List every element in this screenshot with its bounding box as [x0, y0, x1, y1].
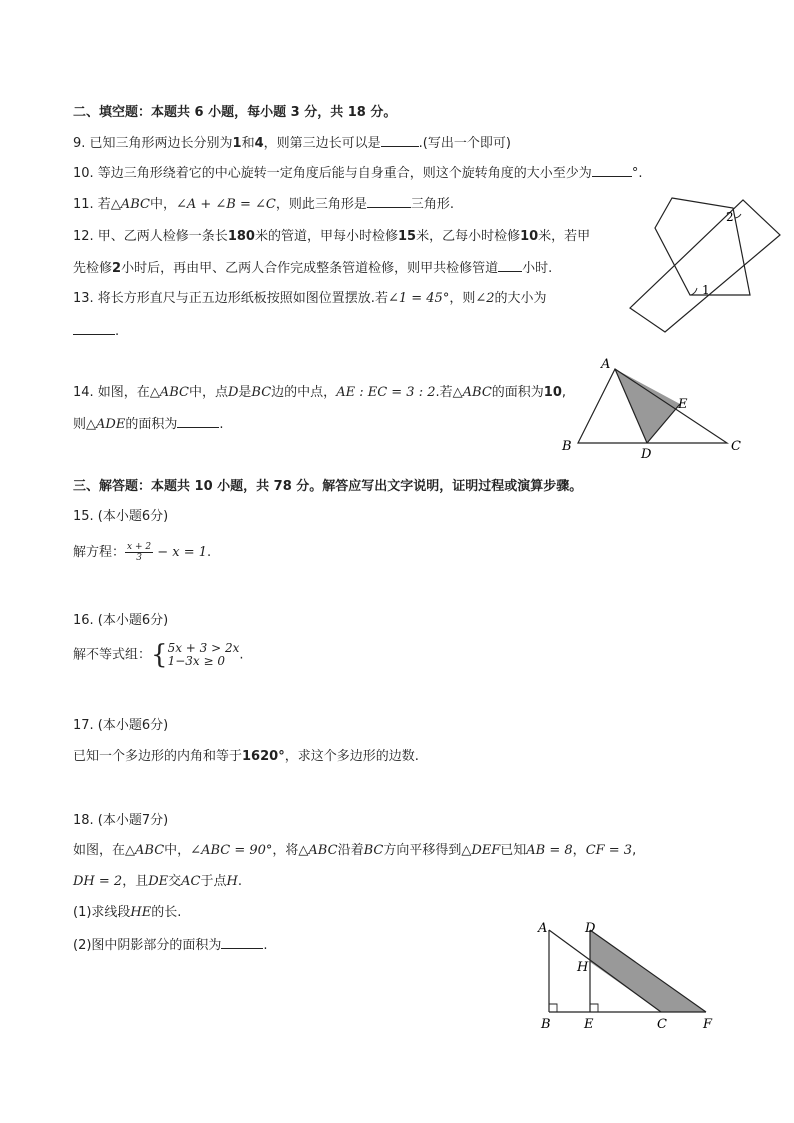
- brace: {: [151, 640, 168, 670]
- point-label-b: B: [562, 439, 572, 454]
- answer-blank[interactable]: [381, 134, 419, 147]
- pentagon: [655, 198, 750, 295]
- question-14-line-1: 14. 如图，在△ABC中，点D是BC边的中点，AE : EC = 3 : 2.若△ABC的面积为10,: [73, 385, 567, 400]
- ruler: [630, 200, 780, 332]
- point-label-f: F: [703, 1017, 713, 1032]
- question-16-body: 解不等式组：{ 5x + 3 > 2x 1−3x ≥ 0 .: [73, 640, 244, 670]
- angle-2-arc: [735, 214, 741, 218]
- answer-blank[interactable]: [221, 936, 263, 949]
- question-12-line-1: 12. 甲、乙两人检修一条长180米的管道，甲每小时检修15米，乙每小时检修10米，若甲: [73, 229, 591, 244]
- answer-blank[interactable]: [177, 415, 219, 428]
- figure-18-translated-triangles: [530, 918, 730, 1033]
- point-label-h: H: [577, 960, 589, 975]
- question-18-line-1: 如图，在△ABC中，∠ABC = 90°，将△ABC沿着BC方向平移得到△DEF已知AB = 8，CF = 3,: [73, 843, 637, 858]
- figure-14-triangle: [555, 355, 745, 465]
- answer-blank[interactable]: [367, 195, 411, 208]
- section-2-header: 二、填空题：本题共 6 小题，每小题 3 分，共 18 分。: [73, 105, 397, 120]
- question-12-line-2: 先检修2小时后，再由甲、乙两人合作完成整条管道检修，则甲共检修管道 小时.: [73, 261, 553, 276]
- angle-label-1: 1: [702, 283, 710, 297]
- point-label-d: D: [585, 921, 596, 936]
- right-angle-mark-e: [590, 1004, 598, 1012]
- point-label-e: E: [678, 397, 688, 412]
- question-11: 11. 若△ABC中，∠A + ∠B = ∠C，则此三角形是 三角形.: [73, 197, 455, 212]
- question-10: 10. 等边三角形绕着它的中心旋转一定角度后能与自身重合，则这个旋转角度的大小至少为 °.: [73, 166, 643, 181]
- point-label-c: C: [657, 1017, 667, 1032]
- question-18-part-2: (2)图中阴影部分的面积为 .: [73, 938, 268, 953]
- point-label-b: B: [541, 1017, 551, 1032]
- question-9: 9. 已知三角形两边长分别为1和4，则第三边长可以是 .(写出一个即可): [73, 136, 511, 151]
- question-18-title: 18. (本小题7分): [73, 813, 169, 828]
- question-15-title: 15. (本小题6分): [73, 509, 169, 524]
- question-18-line-2: DH = 2，且DE交AC于点H.: [73, 874, 242, 889]
- answer-blank[interactable]: [73, 322, 115, 335]
- point-label-c: C: [731, 439, 741, 454]
- question-17-body: 已知一个多边形的内角和等于1620°，求这个多边形的边数.: [73, 749, 419, 764]
- question-18-part-1: (1)求线段HE的长.: [73, 905, 182, 920]
- angle-1-arc: [691, 288, 697, 295]
- question-14-line-2: 则△ADE的面积为 .: [73, 417, 224, 432]
- question-16-title: 16. (本小题6分): [73, 613, 169, 628]
- section-3-header: 三、解答题：本题共 10 小题，共 78 分。解答应写出文字说明，证明过程或演算步骤。: [73, 479, 583, 494]
- question-17-title: 17. (本小题6分): [73, 718, 169, 733]
- angle-label-2: 2: [726, 210, 734, 224]
- point-label-d: D: [641, 447, 652, 462]
- figure-13-pentagon-ruler: [625, 190, 785, 335]
- answer-blank[interactable]: [498, 259, 522, 272]
- fraction: $\frac{x + 2}{3}$: [127, 542, 152, 563]
- question-15-body: 解方程： $\frac{x + 2}{3}$ − x = 1.: [73, 542, 212, 563]
- point-label-a: A: [601, 357, 611, 372]
- question-13-line-2: .: [73, 322, 119, 341]
- question-13-line-1: 13. 将长方形直尺与正五边形纸板按照如图位置摆放.若∠1 = 45°，则∠2的大小为: [73, 291, 547, 306]
- right-angle-mark-b: [549, 1004, 557, 1012]
- point-label-a: A: [538, 921, 548, 936]
- answer-blank[interactable]: [592, 164, 632, 177]
- point-label-e: E: [584, 1017, 594, 1032]
- inequality-system: 5x + 3 > 2x 1−3x ≥ 0: [167, 641, 240, 668]
